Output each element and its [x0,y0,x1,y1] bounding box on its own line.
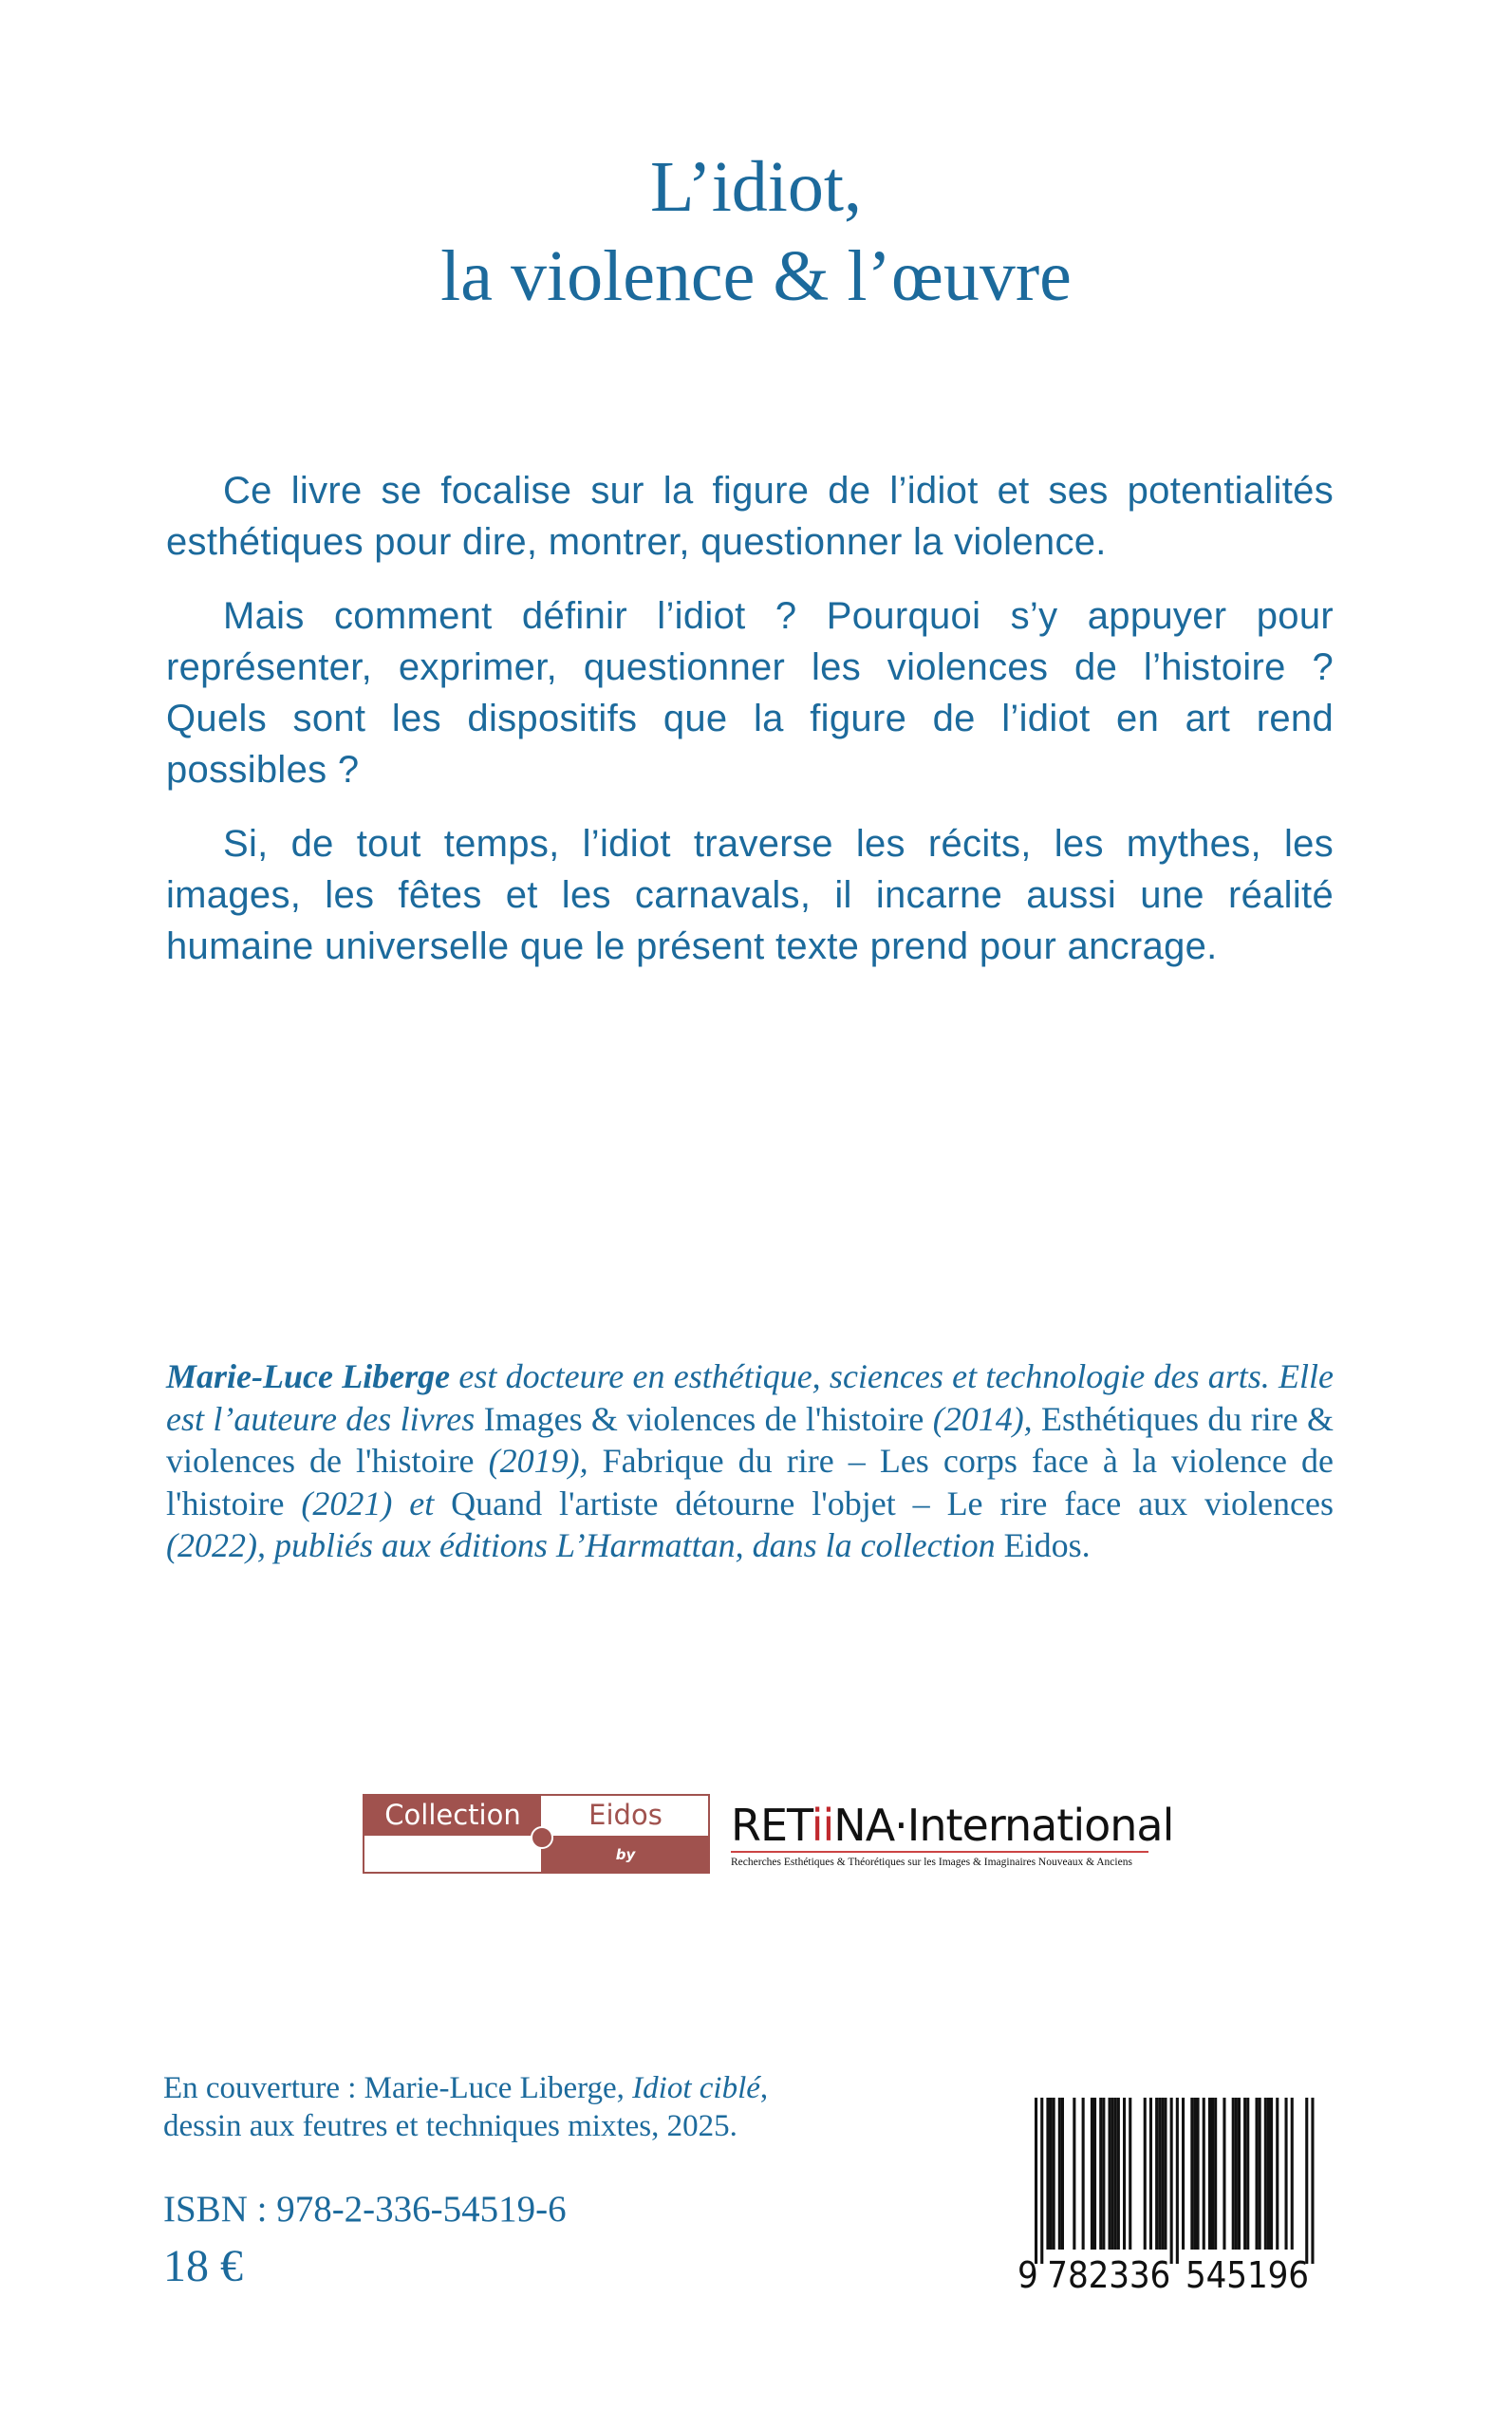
barcode-bar [1073,2098,1075,2250]
barcode-bar [1211,2098,1214,2250]
barcode-bar [1238,2098,1241,2250]
logo-dot [531,1826,553,1849]
barcode-bar [1117,2098,1120,2250]
bio-text: (2021) et [284,1484,452,1522]
barcode-bar [1149,2098,1152,2250]
bio-text: (2014), [924,1399,1042,1438]
barcode-bar [1091,2098,1093,2250]
barcode-bar [1114,2098,1117,2250]
summary-paragraph: Ce livre se focalise sur la figure de l’idiot et ses potentialités esthétiques pour dire, montrer, questionner la violence. [166,470,1334,563]
barcode-bar [1276,2098,1279,2250]
barcode-bar [1291,2098,1294,2250]
collection-label: Collection [364,1796,541,1836]
barcode-bar [1164,2098,1167,2250]
barcode-bar [1109,2098,1111,2250]
barcode-bar [1099,2098,1102,2250]
book-title-ref: Esthétiques du rire & violences de l'histoire [166,1399,1334,1480]
barcode-bar [1182,2098,1185,2250]
barcode-bar [1267,2098,1270,2250]
barcode-bar [1155,2098,1158,2250]
barcode [1016,2098,1343,2297]
barcode-bar [1111,2098,1114,2250]
barcode-bar [1305,2098,1308,2264]
barcode-bar [1035,2098,1037,2264]
book-title-ref: Quand l'artiste détourne l'objet – Le rire face aux violences [451,1484,1334,1522]
retina-international-logo [731,1800,1174,1872]
artwork-title: Idiot ciblé [632,2071,760,2105]
collection-eidos-logo [363,1794,711,1901]
isbn: ISBN : 978-2-336-54519-6 [163,2189,567,2230]
book-title-ref: Fabrique du rire – Les corps face à la violence de l'histoire [166,1442,1334,1522]
barcode-bar [1311,2098,1314,2264]
barcode-bar [1285,2098,1288,2250]
barcode-bar [1040,2098,1043,2264]
credit-text: En couverture : Marie-Luce Liberge, [163,2071,633,2105]
barcode-bar [1232,2098,1235,2250]
barcode-bar [1058,2098,1061,2250]
retina-name [731,1800,1174,1853]
book-title [0,142,1512,321]
barcode-bar [1246,2098,1249,2250]
barcode-bar [1170,2098,1173,2264]
summary-paragraph: Si, de tout temps, l’idiot traverse les récits, les mythes, les images, les fêtes et les carnavals, il incarne aussi une réalité humaine universelle que le présent texte prend pour ancrage. [166,823,1334,967]
barcode-bar [1193,2098,1196,2250]
collection-ref: Eidos. [1003,1526,1091,1564]
collection-by: by RETINA.International [541,1836,710,1874]
author-bio [166,1355,1334,1567]
price: 18 € [163,2241,243,2291]
barcode-bar [1197,2098,1200,2250]
barcode-bar [1223,2098,1225,2250]
barcode-bar [1102,2098,1105,2250]
barcode-bar [1176,2098,1179,2264]
barcode-bar [1144,2098,1147,2250]
summary-paragraph: Mais comment définir l’idiot ? Pourquoi s’y appuyer pour représenter, exprimer, questionner les violences de l’histoire ? Quels sont les dispositifs que la figure de l’idiot en art rend possibles ? [166,595,1334,791]
retina-part: ii [811,1800,834,1851]
barcode-bar [1208,2098,1211,2250]
barcode-bar [1158,2098,1161,2250]
barcode-bar [1093,2098,1096,2250]
barcode-digits: 9 [1017,2254,1038,2296]
bio-text: est docteure en esthétique, sciences et technologie des arts. Elle est l’auteure des livres [166,1357,1335,1438]
barcode-bar [1129,2098,1131,2250]
title-line-1: L’idiot, [649,147,863,227]
bio-text: (2019), [474,1442,603,1480]
barcode-digits: 545196 [1185,2254,1309,2296]
author-name: Marie-Luce Liberge [166,1357,451,1395]
barcode-bar [1050,2098,1053,2250]
retina-part: NA·International [833,1800,1174,1851]
barcode-bar [1203,2098,1205,2250]
credit-text: , [759,2071,769,2105]
barcode-bar [1270,2098,1273,2250]
barcode-bar [1190,2098,1193,2250]
collection-name: Eidos [588,1799,663,1831]
barcode-bar [1235,2098,1238,2250]
retina-tagline: Recherches Esthétiques & Théorétiques sur les Images & Imaginaires Nouveaux & Anciens [731,1857,1132,1868]
retina-part: RET [731,1800,812,1851]
barcode-bar [1061,2098,1064,2250]
credit-text: dessin aux feutres et techniques mixtes, 2025. [163,2109,737,2143]
barcode-bar [1161,2098,1164,2250]
barcode-bar [1264,2098,1267,2250]
barcode-bar [1053,2098,1055,2250]
barcode-bar [1123,2098,1126,2250]
cover-credit [163,2069,768,2145]
book-title-ref: Images & violences de l'histoire [483,1399,924,1438]
barcode-bar [1082,2098,1085,2250]
barcode-bar [1259,2098,1261,2250]
barcode-bar [1046,2098,1049,2250]
barcode-digits: 782336 [1047,2254,1171,2296]
summary [166,465,1334,995]
barcode-bar [1256,2098,1259,2250]
barcode-bar [1214,2098,1217,2250]
bio-text: (2022), publiés aux éditions L’Harmattan, dans la collection [166,1526,1004,1564]
barcode-bar [1243,2098,1246,2250]
title-line-2: la violence & l’œuvre [440,236,1072,316]
